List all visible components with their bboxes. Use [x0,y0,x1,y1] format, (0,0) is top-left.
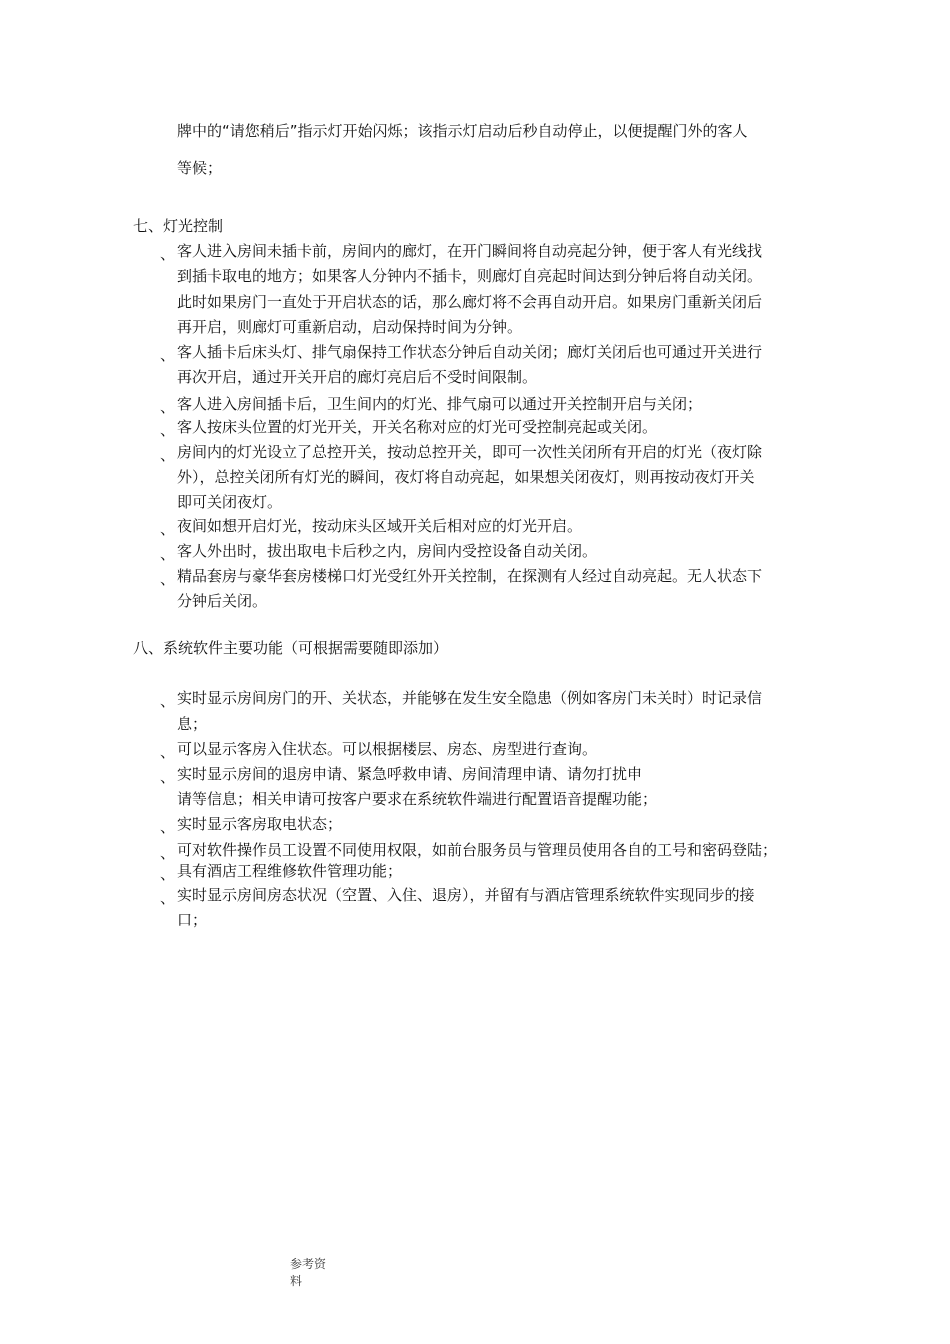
list-bullet: 、 [160,421,176,439]
intro-line-1: 牌中的“请您稍后”指示灯开始闪烁；该指示灯启动后秒自动停止，以便提醒门外的客人 [177,122,748,140]
list-item-line: 即可关闭夜灯。 [177,493,283,511]
section-7-heading: 七、灯光控制 [133,217,224,235]
list-item-line: 客人按床头位置的灯光开关，开关名称对应的灯光可受控制亮起或关闭。 [177,418,658,436]
intro-line-2: 等候； [177,159,223,177]
list-item-line: 客人外出时，拔出取电卡后秒之内，房间内受控设备自动关闭。 [177,542,598,560]
list-item-line: 口； [177,911,208,929]
list-item-line: 实时显示房间房态状况（空置、入住、退房），并留有与酒店管理系统软件实现同步的接 [177,886,755,904]
list-item-line: 再开启，则廊灯可重新启动，启动保持时间为分钟。 [177,318,523,336]
list-item-line: 具有酒店工程维修软件管理功能； [177,862,403,880]
list-item-line: 到插卡取电的地方；如果客人分钟内不插卡，则廊灯自亮起时间达到分钟后将自动关闭。 [177,267,763,285]
list-bullet: 、 [160,545,176,563]
list-bullet: 、 [160,889,176,907]
list-item-line: 夜间如想开启灯光，按动床头区域开关后相对应的灯光开启。 [177,517,583,535]
list-item-line: 分钟后关闭。 [177,592,268,610]
list-item-line: 房间内的灯光设立了总控开关，按动总控开关，即可一次性关闭所有开启的灯光（夜灯除 [177,443,763,461]
list-bullet: 、 [160,245,176,263]
footer-line-1: 参考资 [290,1257,327,1271]
list-item-line: 客人进入房间插卡后，卫生间内的灯光、排气扇可以通过开关控制开启与关闭； [177,395,703,413]
list-bullet: 、 [160,570,176,588]
list-bullet: 、 [160,692,176,710]
list-item-line: 息； [177,715,208,733]
list-bullet: 、 [160,844,176,862]
list-bullet: 、 [160,743,176,761]
list-item-line: 实时显示房间的退房申请、紧急呼救申请、房间清理申请、请勿打扰申 [177,765,643,783]
list-bullet: 、 [160,446,176,464]
list-item-line: 可对软件操作员工设置不同使用权限，如前台服务员与管理员使用各自的工号和密码登陆； [177,841,778,859]
footer-line-2: 料 [290,1274,303,1288]
list-item-line: 客人插卡后床头灯、排气扇保持工作状态分钟后自动关闭；廊灯关闭后也可通过开关进行 [177,343,763,361]
list-item-line: 可以显示客房入住状态。可以根据楼层、房态、房型进行查询。 [177,740,598,758]
list-bullet: 、 [160,346,176,364]
section-8-heading: 八、系统软件主要功能（可根据需要随即添加） [133,639,449,657]
list-bullet: 、 [160,865,176,883]
list-item-line: 外），总控关闭所有灯光的瞬间，夜灯将自动亮起，如果想关闭夜灯，则再按动夜灯开关 [177,468,755,486]
list-bullet: 、 [160,818,176,836]
list-item-line: 此时如果房门一直处于开启状态的话，那么廊灯将不会再自动开启。如果房门重新关闭后 [177,293,763,311]
list-bullet: 、 [160,398,176,416]
list-item-line: 再次开启，通过开关开启的廊灯亮启后不受时间限制。 [177,368,538,386]
list-item-line: 精品套房与豪华套房楼梯口灯光受红外开关控制，在探测有人经过自动亮起。无人状态下 [177,567,763,585]
list-bullet: 、 [160,768,176,786]
list-item-line: 实时显示客房取电状态； [177,815,343,833]
list-bullet: 、 [160,520,176,538]
list-item-line: 实时显示房间房门的开、关状态，并能够在发生安全隐患（例如客房门未关时）时记录信 [177,689,763,707]
list-item-line: 请等信息；相关申请可按客户要求在系统软件端进行配置语音提醒功能； [177,790,658,808]
list-item-line: 客人进入房间未插卡前，房间内的廊灯，在开门瞬间将自动亮起分钟，便于客人有光线找 [177,242,763,260]
